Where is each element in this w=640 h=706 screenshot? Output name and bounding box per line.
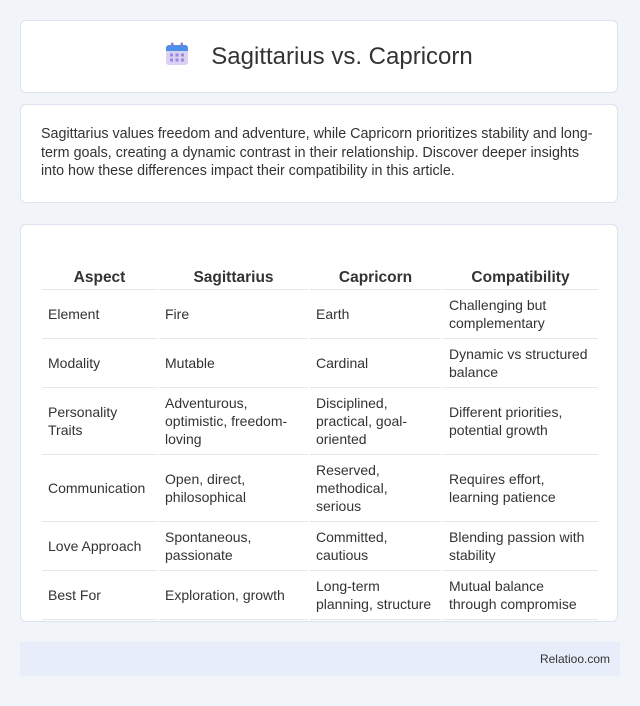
table-cell: Fire	[159, 290, 308, 339]
table-row	[42, 388, 598, 455]
table-cell: Modality	[42, 339, 157, 388]
column-header: Capricorn	[310, 245, 441, 290]
table-row	[42, 455, 598, 522]
table-cell: Reserved, methodical, serious	[310, 455, 441, 522]
comparison-card	[20, 224, 618, 622]
table-header-row	[42, 245, 598, 290]
page-title: Sagittarius vs. Capricorn	[211, 42, 473, 70]
column-header: Sagittarius	[159, 245, 308, 290]
intro-card	[20, 104, 618, 203]
table-cell: Adventurous, optimistic, freedom-loving	[159, 388, 308, 455]
table-row	[42, 571, 598, 620]
table-cell: Disciplined, practical, goal-oriented	[310, 388, 441, 455]
table-cell: Open, direct, philosophical	[159, 455, 308, 522]
table-cell: Blending passion with stability	[443, 522, 598, 571]
table-cell: Cardinal	[310, 339, 441, 388]
table-cell: Love Approach	[42, 522, 157, 571]
comparison-table	[40, 245, 600, 620]
table-cell: Committed, cautious	[310, 522, 441, 571]
table-cell: Requires effort, learning patience	[443, 455, 598, 522]
footer-site-link[interactable]: Relatioo.com	[539, 652, 610, 666]
table-cell: Communication	[42, 455, 157, 522]
column-header: Aspect	[42, 245, 157, 290]
table-cell: Mutual balance through compromise	[443, 571, 598, 620]
table-cell: Dynamic vs structured balance	[443, 339, 598, 388]
intro-text: Sagittarius values freedom and adventure, while Capricorn prioritizes stability and long-term goals, creating a dynamic contrast in their relationship. Discover deeper insights into how these differences impact their compatibility in this article.	[41, 126, 593, 179]
table-cell: Earth	[310, 290, 441, 339]
footer	[20, 642, 620, 676]
table-cell: Mutable	[159, 339, 308, 388]
table-row	[42, 339, 598, 388]
table-cell: Different priorities, potential growth	[443, 388, 598, 455]
title-row	[165, 42, 472, 71]
column-header: Compatibility	[443, 245, 598, 290]
table-row	[42, 522, 598, 571]
table-cell: Spontaneous, passionate	[159, 522, 308, 571]
calendar-icon	[165, 42, 189, 71]
table-cell: Best For	[42, 571, 157, 620]
table-cell: Challenging but complementary	[443, 290, 598, 339]
table-cell: Long-term planning, structure	[310, 571, 441, 620]
title-card	[20, 20, 618, 93]
table-cell: Exploration, growth	[159, 571, 308, 620]
table-row	[42, 290, 598, 339]
table-cell: Personality Traits	[42, 388, 157, 455]
table-cell: Element	[42, 290, 157, 339]
